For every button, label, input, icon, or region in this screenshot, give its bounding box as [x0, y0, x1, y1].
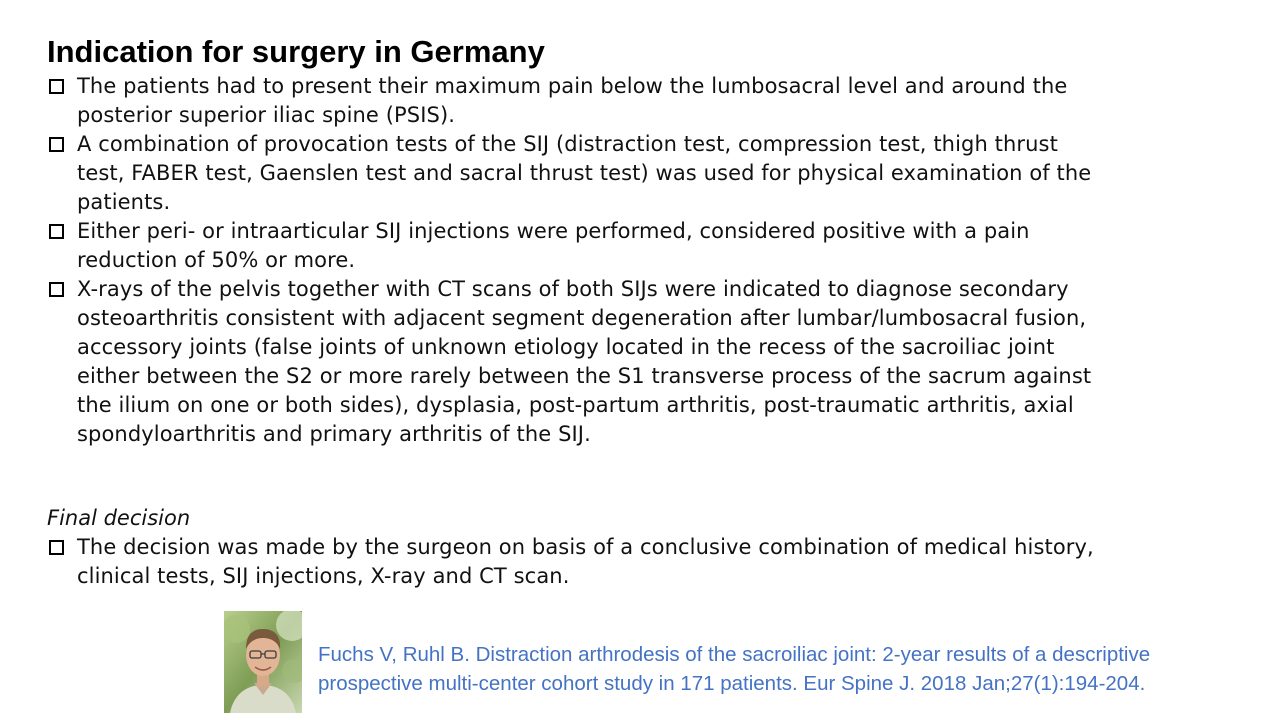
- final-decision-heading: Final decision: [47, 506, 191, 530]
- indication-section: [47, 72, 1107, 449]
- square-bullet-icon: [49, 224, 64, 239]
- bullet-text: The patients had to present their maximum pain below the lumbosacral level and around the posterior superior iliac spine (PSIS).: [77, 74, 1068, 127]
- indication-bullet-list: [47, 72, 1107, 449]
- bullet-text: A combination of provocation tests of the SIJ (distraction test, compression test, thigh thrust test, FABER test, Gaenslen test and sacral thrust test) was used for physical examination of the patients.: [77, 132, 1092, 214]
- final-bullet-list: [47, 533, 1107, 591]
- final-decision-section: [47, 533, 1107, 591]
- square-bullet-icon: [49, 137, 64, 152]
- citation-reference: Fuchs V, Ruhl B. Distraction arthrodesis of the sacroiliac joint: 2-year results of a descriptive prospective multi-center cohort study in 171 patients. Eur Spine J. 2018 Jan;27(1):194-204.: [318, 643, 1151, 695]
- author-portrait-icon: [224, 611, 302, 713]
- bullet-item: [47, 533, 1107, 591]
- bullet-text: Either peri- or intraarticular SIJ injections were performed, considered positive with a pain reduction of 50% or more.: [77, 219, 1030, 272]
- bullet-text: X-rays of the pelvis together with CT scans of both SIJs were indicated to diagnose secondary osteoarthritis consistent with adjacent segment degeneration after lumbar/lumbosacral fusion, accessory joints (false joints of unknown etiology located in the recess of the sacroiliac joint either between the S2 or more rarely between the S1 transverse process of the sacrum against the ilium on one or both sides), dysplasia, post-partum arthritis, post-traumatic arthritis, axial spondyloarthritis and primary arthritis of the SIJ.: [77, 277, 1092, 446]
- square-bullet-icon: [49, 282, 64, 297]
- square-bullet-icon: [49, 79, 64, 94]
- slide-title: Indication for surgery in Germany: [47, 34, 545, 69]
- bullet-item: [47, 130, 1107, 217]
- square-bullet-icon: [49, 540, 64, 555]
- bullet-text: The decision was made by the surgeon on basis of a conclusive combination of medical history, clinical tests, SIJ injections, X-ray and CT scan.: [77, 535, 1094, 588]
- bullet-item: [47, 217, 1107, 275]
- author-photo: [224, 611, 302, 713]
- bullet-item: [47, 72, 1107, 130]
- bullet-item: [47, 275, 1107, 449]
